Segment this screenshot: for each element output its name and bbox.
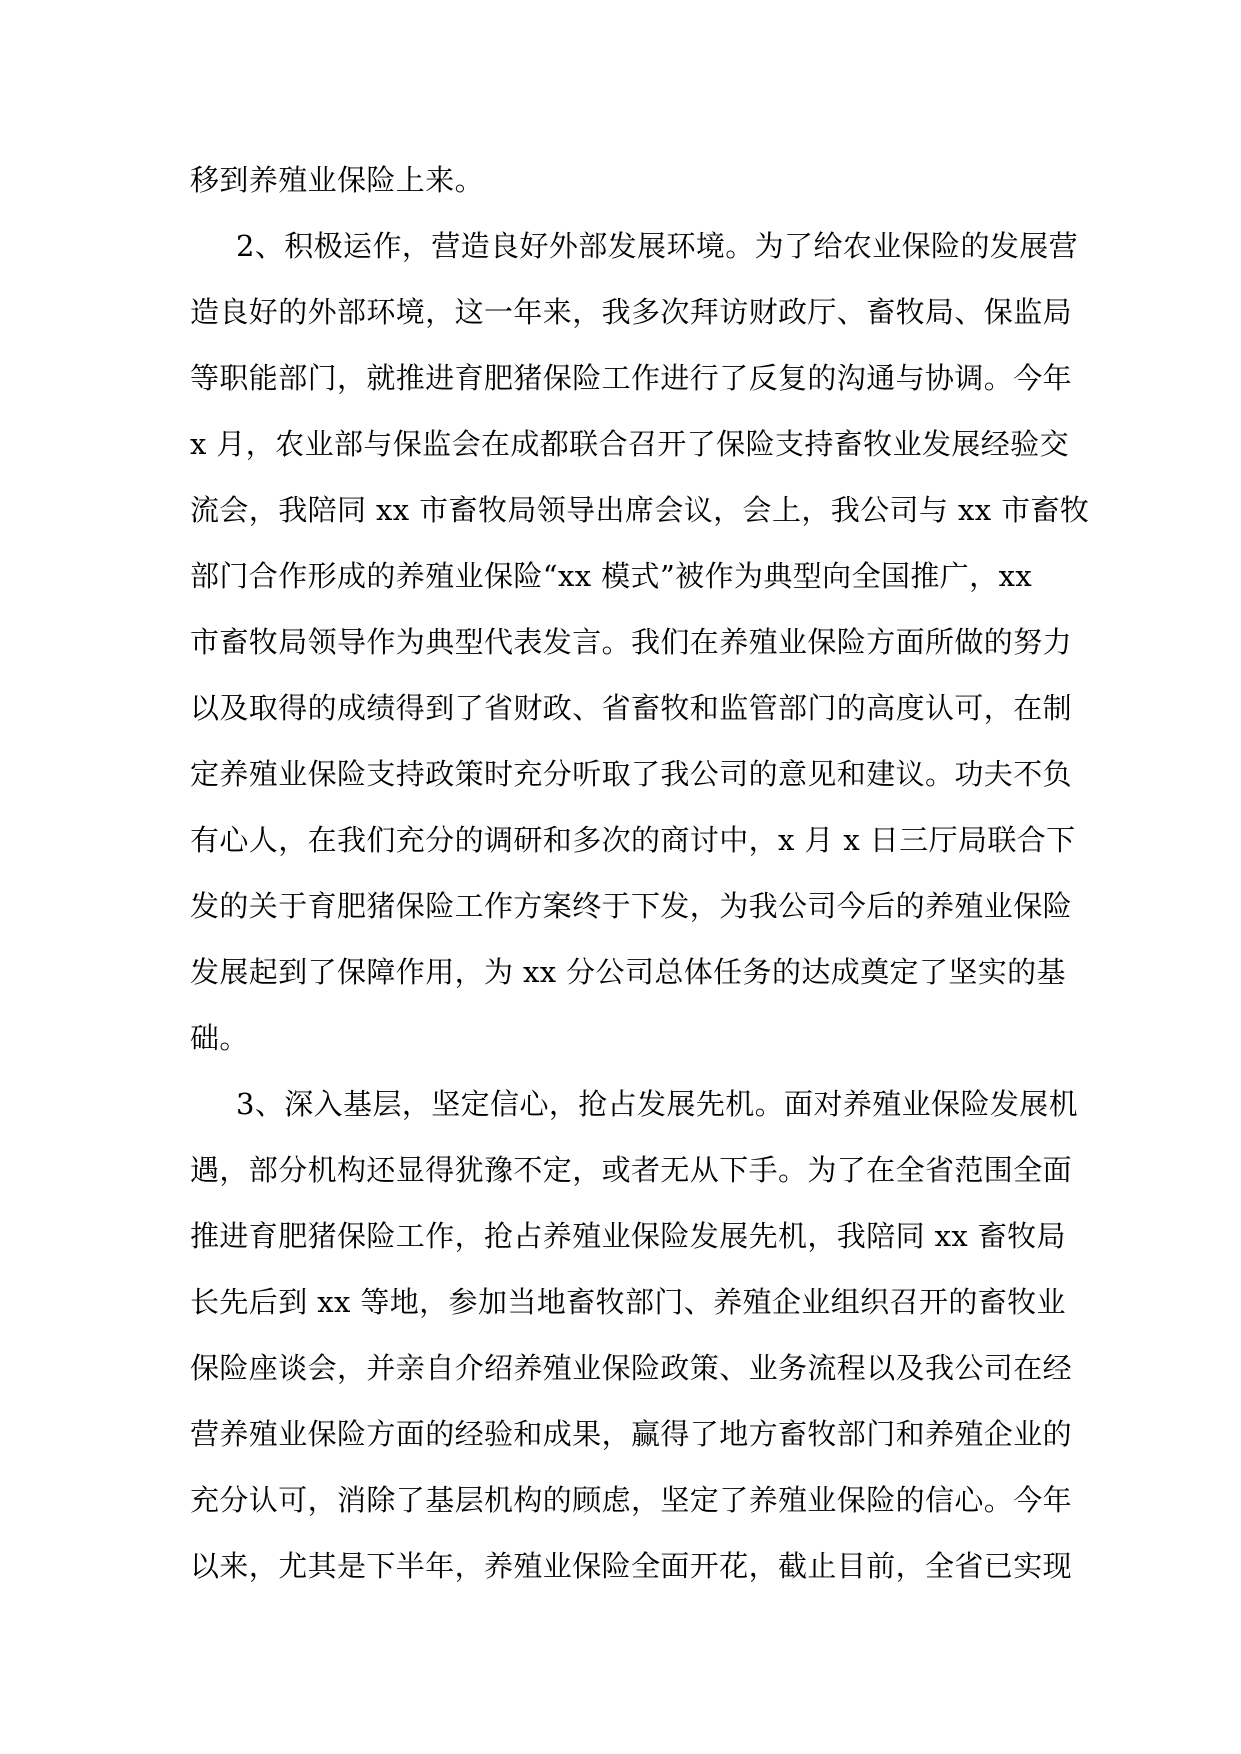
text-line: 有心人，在我们充分的调研和多次的商讨中，x 月 x 日三厅局联合下 [190,823,1076,857]
text-line: 等职能部门，就推进育肥猪保险工作进行了反复的沟通与协调。今年 [190,361,1073,395]
text-line: 造良好的外部环境，这一年来，我多次拜访财政厅、畜牧局、保监局 [190,295,1073,329]
text-line: 部门合作形成的养殖业保险“xx 模式”被作为典型向全国推广，xx [190,559,1033,593]
paragraph-2-start: 2、积极运作，营造良好外部发展环境。为了给农业保险的发展营 [236,229,1079,263]
text-line: 市畜牧局领导作为典型代表发言。我们在养殖业保险方面所做的努力 [190,625,1073,659]
text-line: 遇，部分机构还显得犹豫不定，或者无从下手。为了在全省范围全面 [190,1153,1073,1187]
text-line: 发展起到了保障作用，为 xx 分公司总体任务的达成奠定了坚实的基 [190,955,1066,989]
text-line: 发的关于育肥猪保险工作方案终于下发，为我公司今后的养殖业保险 [190,889,1073,923]
text-line: 流会，我陪同 xx 市畜牧局领导出席会议，会上，我公司与 xx 市畜牧 [190,493,1090,527]
text-line: 以来，尤其是下半年，养殖业保险全面开花，截止目前，全省已实现 [190,1549,1073,1583]
text-line: 充分认可，消除了基层机构的顾虑，坚定了养殖业保险的信心。今年 [190,1483,1073,1517]
text-line: 推进育肥猪保险工作，抢占养殖业保险发展先机，我陪同 xx 畜牧局 [190,1219,1066,1253]
text-line: 保险座谈会，并亲自介绍养殖业保险政策、业务流程以及我公司在经 [190,1351,1073,1385]
text-line: 长先后到 xx 等地，参加当地畜牧部门、养殖企业组织召开的畜牧业 [190,1285,1066,1319]
text-line: 营养殖业保险方面的经验和成果，赢得了地方畜牧部门和养殖企业的 [190,1417,1073,1451]
text-line: 移到养殖业保险上来。 [190,163,485,197]
text-line: 础。 [190,1021,249,1055]
text-line: x 月，农业部与保监会在成都联合召开了保险支持畜牧业发展经验交 [190,427,1069,461]
paragraph-3-start: 3、深入基层，坚定信心，抢占发展先机。面对养殖业保险发展机 [236,1087,1079,1121]
text-line: 以及取得的成绩得到了省财政、省畜牧和监管部门的高度认可，在制 [190,691,1073,725]
text-line: 定养殖业保险支持政策时充分听取了我公司的意见和建议。功夫不负 [190,757,1073,791]
